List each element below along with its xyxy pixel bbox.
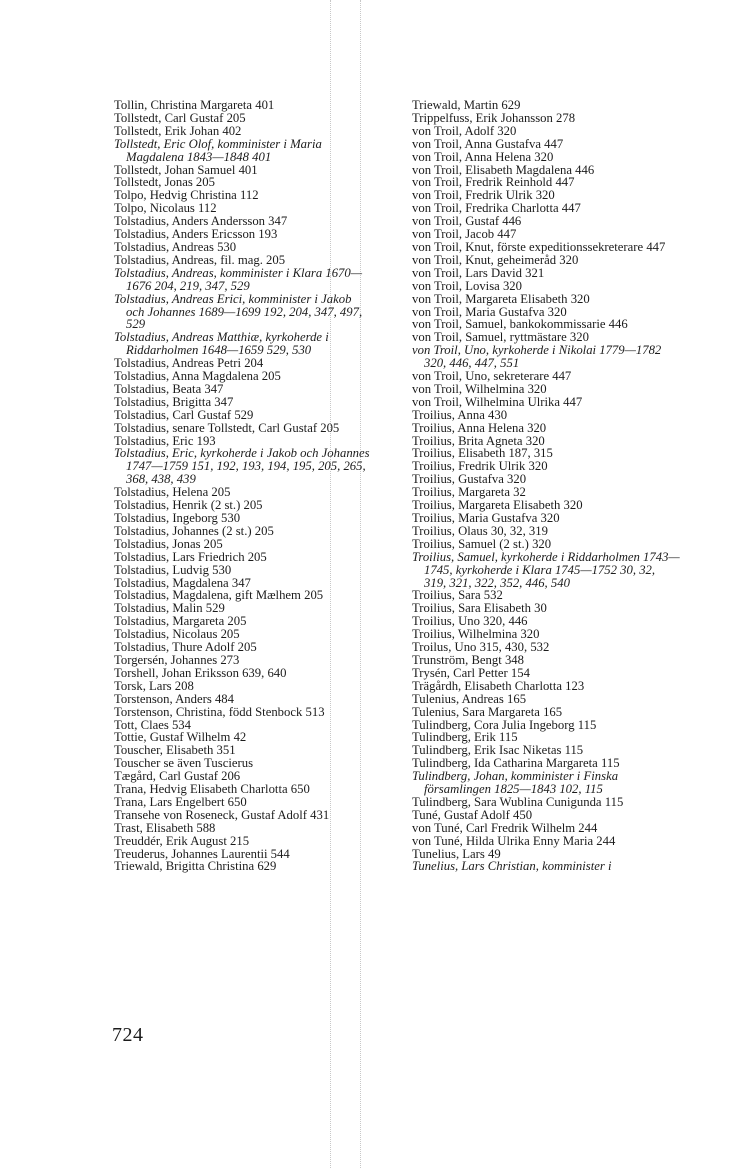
index-entry: Troilius, Anna 430 bbox=[412, 407, 508, 422]
index-entry: von Troil, Fredrik Ulrik 320 bbox=[412, 188, 555, 203]
index-entry: Tulindberg, Sara Wublina Cunigunda 115 bbox=[412, 794, 624, 809]
index-entry: von Troil, Uno, kyrkoherde i Nikolai 1779—1782 320, 446, 447, 551 bbox=[412, 343, 662, 371]
index-entry: Tolstadius, Andreas Petri 204 bbox=[114, 356, 264, 371]
index-entry: Troilius, Elisabeth 187, 315 bbox=[412, 446, 553, 461]
index-entry: Treuderus, Johannes Laurentii 544 bbox=[114, 846, 290, 861]
index-entry: Tolstadius, Malin 529 bbox=[114, 601, 225, 616]
index-entry: von Troil, Lovisa 320 bbox=[412, 278, 522, 293]
index-entry: Tolstadius, Eric, kyrkoherde i Jakob och Johannes 1747—1759 151, 192, 193, 194, 195, 205, 265, 368, 438, 439 bbox=[114, 446, 370, 487]
index-entry: Tollstedt, Erik Johan 402 bbox=[114, 123, 242, 138]
index-entry: Troilius, Sara Elisabeth 30 bbox=[412, 601, 547, 616]
index-entry: Trana, Hedvig Elisabeth Charlotta 650 bbox=[114, 782, 310, 797]
index-entry: von Troil, Lars David 321 bbox=[412, 265, 545, 280]
index-entry: von Troil, Anna Helena 320 bbox=[412, 149, 554, 164]
index-entry: Transehe von Roseneck, Gustaf Adolf 431 bbox=[114, 807, 330, 822]
index-entry: Tulindberg, Erik Isac Niketas 115 bbox=[412, 743, 584, 758]
index-entry: Tollstedt, Jonas 205 bbox=[114, 175, 215, 190]
index-entry: Tolstadius, Ludvig 530 bbox=[114, 562, 232, 577]
index-entry: von Troil, Anna Gustafva 447 bbox=[412, 136, 564, 151]
index-entry: Touscher, Elisabeth 351 bbox=[114, 743, 236, 758]
index-entry: von Troil, Wilhelmina Ulrika 447 bbox=[412, 394, 583, 409]
index-entry: Trunström, Bengt 348 bbox=[412, 652, 524, 667]
index-entry: Tolstadius, Margareta 205 bbox=[114, 614, 247, 629]
index-entry: von Troil, Margareta Elisabeth 320 bbox=[412, 291, 590, 306]
index-entry: Tolstadius, Nicolaus 205 bbox=[114, 627, 240, 642]
index-entry: Tolstadius, Magdalena, gift Mælhem 205 bbox=[114, 588, 324, 603]
index-entry: Tolstadius, Carl Gustaf 529 bbox=[114, 407, 254, 422]
index-entry: Tolstadius, Ingeborg 530 bbox=[114, 511, 241, 525]
index-entry: Trana, Lars Engelbert 650 bbox=[114, 794, 247, 809]
index-entry: Torsk, Lars 208 bbox=[114, 678, 194, 693]
index-entry: Troilius, Margareta 32 bbox=[412, 485, 526, 500]
index-entry: Tuné, Gustaf Adolf 450 bbox=[412, 807, 533, 822]
index-entry: Treuddér, Erik August 215 bbox=[114, 833, 250, 848]
index-entry: Tolstadius, Anders Ericsson 193 bbox=[114, 227, 278, 242]
index-entry: Tolstadius, Andreas Erici, komminister i Jakob och Johannes 1689—1699 192, 204, 347, 497, 529 bbox=[114, 291, 363, 332]
index-entry: Trast, Elisabeth 588 bbox=[114, 820, 216, 835]
index-entry: Tolstadius, Johannes (2 st.) 205 bbox=[114, 523, 274, 538]
index-entry: Torshell, Johan Eriksson 639, 640 bbox=[114, 665, 287, 680]
index-entry: Tunelius, Lars 49 bbox=[412, 846, 501, 861]
index-entry: Troilius, Samuel (2 st.) 320 bbox=[412, 536, 552, 551]
index-entry: Tolstadius, Andreas 530 bbox=[114, 239, 237, 254]
index-entry: von Troil, Knut, förste expeditionssekreterare 447 bbox=[412, 239, 666, 254]
index-entry: Tolstadius, Magdalena 347 bbox=[114, 575, 251, 590]
index-entry: Tunelius, Lars Christian, komminister i bbox=[412, 859, 612, 874]
index-entry: Troilius, Maria Gustafva 320 bbox=[412, 511, 560, 525]
index-entry: Tolstadius, Lars Friedrich 205 bbox=[114, 549, 267, 564]
index-entry: von Troil, Fredrik Reinhold 447 bbox=[412, 175, 575, 190]
index-entry: Troilius, Olaus 30, 32, 319 bbox=[412, 523, 548, 538]
index-entry: Troilius, Brita Agneta 320 bbox=[412, 433, 545, 448]
index-entry: von Tuné, Carl Fredrik Wilhelm 244 bbox=[412, 820, 598, 835]
index-entry: Tulindberg, Cora Julia Ingeborg 115 bbox=[412, 717, 597, 732]
index-entry: von Troil, Uno, sekreterare 447 bbox=[412, 369, 572, 384]
index-entry: von Troil, Samuel, bankokommissarie 446 bbox=[412, 317, 628, 332]
index-entry: Torgersén, Johannes 273 bbox=[114, 652, 240, 667]
index-column-right bbox=[412, 99, 680, 873]
index-entry: Tolstadius, Jonas 205 bbox=[114, 536, 223, 551]
index-entry: Tolstadius, Andreas, komminister i Klara 1670—1676 204, 219, 347, 529 bbox=[114, 265, 363, 293]
index-entry: von Troil, Wilhelmina 320 bbox=[412, 381, 547, 396]
index-entry: von Troil, Jacob 447 bbox=[412, 227, 517, 242]
index-entry: Tollstedt, Johan Samuel 401 bbox=[114, 162, 258, 177]
index-entry: Tottie, Gustaf Wilhelm 42 bbox=[114, 730, 247, 745]
index-entry: Tolstadius, Eric 193 bbox=[114, 433, 216, 448]
index-entry: von Tuné, Hilda Ulrika Enny Maria 244 bbox=[412, 833, 616, 848]
index-entry: Troilius, Fredrik Ulrik 320 bbox=[412, 459, 548, 474]
index-entry: Tolpo, Hedvig Christina 112 bbox=[114, 188, 259, 203]
index-column-left bbox=[114, 99, 372, 873]
index-entry: Tott, Claes 534 bbox=[114, 717, 191, 732]
index-entry: Tollstedt, Carl Gustaf 205 bbox=[114, 110, 246, 125]
index-entry: Troilius, Sara 532 bbox=[412, 588, 503, 603]
index-entry: von Troil, Maria Gustafva 320 bbox=[412, 304, 567, 319]
index-entry: Troilius, Wilhelmina 320 bbox=[412, 627, 540, 642]
index-entry: von Troil, Elisabeth Magdalena 446 bbox=[412, 162, 595, 177]
index-entry: Troilius, Margareta Elisabeth 320 bbox=[412, 498, 583, 513]
index-entry: von Troil, Fredrika Charlotta 447 bbox=[412, 201, 581, 216]
index-entry: Trägårdh, Elisabeth Charlotta 123 bbox=[412, 678, 585, 693]
index-entry: Touscher se även Tuscierus bbox=[114, 756, 254, 771]
index-entry: Troilius, Anna Helena 320 bbox=[412, 420, 547, 435]
index-entry: von Troil, Adolf 320 bbox=[412, 123, 517, 138]
index-entry: Torstenson, Anders 484 bbox=[114, 691, 234, 706]
index-entry: Tollstedt, Eric Olof, komminister i Maria Magdalena 1843—1848 401 bbox=[114, 136, 322, 164]
index-entry: Tulenius, Sara Margareta 165 bbox=[412, 704, 563, 719]
index-entry: von Troil, Samuel, ryttmästare 320 bbox=[412, 330, 589, 345]
index-entry: Tolstadius, Anders Andersson 347 bbox=[114, 214, 288, 229]
index-entry: Tægård, Carl Gustaf 206 bbox=[114, 769, 241, 784]
index-entry: von Troil, Gustaf 446 bbox=[412, 214, 522, 229]
index-entry: Tolstadius, Brigitta 347 bbox=[114, 394, 234, 409]
index-entry: Trippelfuss, Erik Johansson 278 bbox=[412, 110, 576, 125]
index-entry: Tolstadius, Beata 347 bbox=[114, 381, 224, 396]
index-entry: Tolstadius, senare Tollstedt, Carl Gustaf 205 bbox=[114, 420, 340, 435]
index-entry: Torstenson, Christina, född Stenbock 513 bbox=[114, 704, 325, 719]
index-entry: Tolstadius, Andreas, fil. mag. 205 bbox=[114, 252, 286, 267]
index-entry: von Troil, Knut, geheimeråd 320 bbox=[412, 252, 579, 267]
index-entry: Troilius, Uno 320, 446 bbox=[412, 614, 528, 629]
page-number: 724 bbox=[112, 1024, 144, 1046]
index-entry: Tolstadius, Henrik (2 st.) 205 bbox=[114, 498, 263, 513]
index-entry: Troilius, Gustafva 320 bbox=[412, 472, 527, 487]
index-entry: Trysén, Carl Petter 154 bbox=[412, 665, 530, 680]
index-entry: Tolstadius, Anna Magdalena 205 bbox=[114, 369, 281, 384]
index-entry: Tulindberg, Erik 115 bbox=[412, 730, 518, 745]
index-entry: Triewald, Martin 629 bbox=[412, 98, 521, 112]
index-entry: Troilius, Samuel, kyrkoherde i Riddarholmen 1743—1745, kyrkoherde i Klara 1745—1752 30, 32, 319, 321, 322, 352, 446, 540 bbox=[412, 549, 680, 590]
index-entry: Tollin, Christina Margareta 401 bbox=[114, 98, 275, 112]
index-entry: Tolstadius, Andreas Matthiæ, kyrkoherde i Riddarholmen 1648—1659 529, 530 bbox=[114, 330, 329, 358]
index-entry: Tolpo, Nicolaus 112 bbox=[114, 201, 217, 216]
index-entry: Tulindberg, Johan, komminister i Finska församlingen 1825—1843 102, 115 bbox=[412, 769, 619, 797]
index-entry: Triewald, Brigitta Christina 629 bbox=[114, 859, 277, 874]
index-entry: Tolstadius, Thure Adolf 205 bbox=[114, 640, 257, 655]
index-entry: Tulenius, Andreas 165 bbox=[412, 691, 527, 706]
index-entry: Troilus, Uno 315, 430, 532 bbox=[412, 640, 550, 655]
index-entry: Tolstadius, Helena 205 bbox=[114, 485, 231, 500]
index-entry: Tulindberg, Ida Catharina Margareta 115 bbox=[412, 756, 620, 771]
